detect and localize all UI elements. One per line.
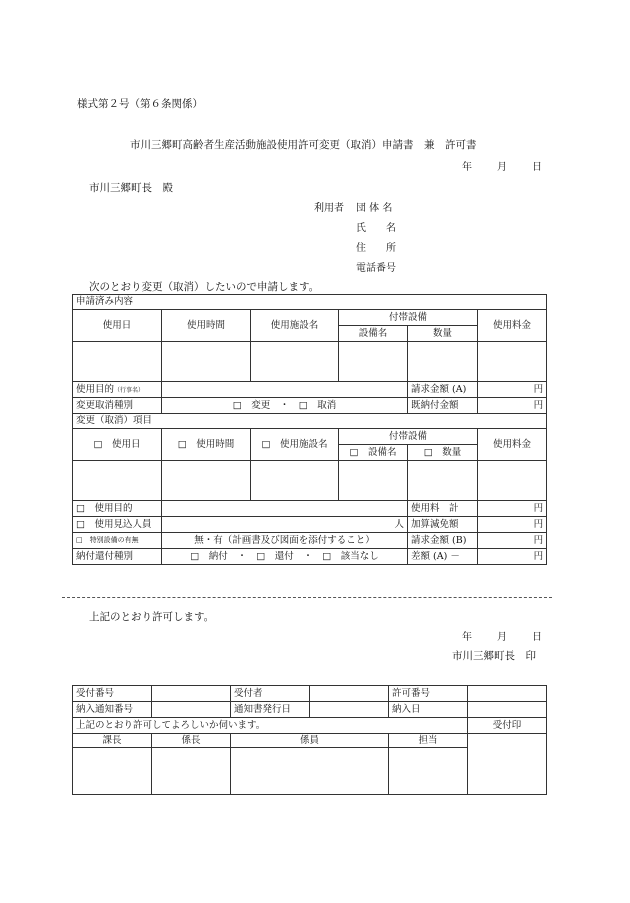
staff-seal-cell[interactable] (231, 748, 389, 795)
staff-label: 係員 (231, 734, 389, 748)
permit-no-cell[interactable] (468, 686, 547, 702)
notice-date-cell[interactable] (310, 702, 389, 718)
booked-equipname-header: 設備名 (339, 326, 408, 342)
mayor-seal: 市川三郷町長 印 (452, 650, 536, 662)
change-equipname-header[interactable]: □ 設備名 (339, 445, 408, 461)
stamp-label: 受付印 (468, 718, 547, 734)
change-date-cell[interactable] (73, 461, 162, 501)
confirm-text: 上記のとおり許可してよろしいか伺います。 (73, 718, 468, 734)
change-facility-cell[interactable] (251, 461, 339, 501)
booked-facility-cell[interactable] (251, 342, 339, 382)
surcharge-label: 加算減免額 (408, 517, 478, 533)
attendees-label[interactable]: □ 使用見込人員 (73, 517, 162, 533)
form-number: 様式第２号（第６条関係） (77, 98, 203, 110)
change-date-header[interactable]: □ 使用日 (73, 429, 162, 461)
changes-section-title: 変更（取消）項目 (73, 414, 547, 429)
surcharge-yen: 円 (478, 517, 547, 533)
addressee: 市川三郷町長 殿 (89, 182, 173, 194)
name-label: 氏 名 (356, 223, 396, 234)
change-time-cell[interactable] (162, 461, 251, 501)
fee-total-label: 使用料 計 (408, 501, 478, 517)
purpose-label: 使用目的（行事名） (73, 382, 162, 398)
change-fee-header: 使用料金 (478, 429, 547, 461)
incharge-label: 担当 (389, 734, 468, 748)
approval-year: 年 (462, 632, 472, 643)
booked-qty-cell[interactable] (408, 342, 478, 382)
date-day: 日 (532, 162, 542, 173)
approval-month: 月 (497, 632, 507, 643)
change-entry-row (73, 461, 547, 501)
receipt-no-cell[interactable] (152, 686, 231, 702)
permit-no-label: 許可番号 (389, 686, 468, 702)
attendees-unit: 人 (162, 517, 408, 533)
org-name-label: 団 体 名 (356, 203, 393, 214)
purpose-value-cell[interactable] (162, 382, 408, 398)
booked-time-header: 使用時間 (162, 310, 251, 342)
change-qty-cell[interactable] (408, 461, 478, 501)
change-purpose-cell[interactable] (162, 501, 408, 517)
notice-date-label: 通知書発行日 (231, 702, 310, 718)
booked-fee-header: 使用料金 (478, 310, 547, 342)
approval-text: 上記のとおり許可します。 (89, 611, 215, 623)
change-qty-header[interactable]: □ 数量 (408, 445, 478, 461)
address-label: 住 所 (356, 243, 396, 254)
billed-b-yen: 円 (478, 533, 547, 549)
booked-section-title: 申請済み内容 (73, 295, 547, 310)
booked-entry-row (73, 342, 547, 382)
difference-yen: 円 (478, 549, 547, 565)
chief-seal-cell[interactable] (73, 748, 152, 795)
chief-label: 課長 (73, 734, 152, 748)
date-year: 年 (462, 162, 472, 173)
billed-b-label: 請求金額 (B) (408, 533, 478, 549)
subchief-label: 係長 (152, 734, 231, 748)
change-type-options[interactable]: □ 変更 ・ □ 取消 (162, 398, 408, 414)
refund-type-label: 納付還付種別 (73, 549, 162, 565)
applicant-label: 利用者 (314, 203, 344, 214)
refund-type-options[interactable]: □ 納付 ・ □ 還付 ・ □ 該当なし (162, 549, 408, 565)
change-equipname-cell[interactable] (339, 461, 408, 501)
booked-equipment-header: 付帯設備 (339, 310, 478, 326)
subchief-seal-cell[interactable] (152, 748, 231, 795)
booked-date-header: 使用日 (73, 310, 162, 342)
change-facility-header[interactable]: □ 使用施設名 (251, 429, 339, 461)
fee-total-yen: 円 (478, 501, 547, 517)
booked-date-cell[interactable] (73, 342, 162, 382)
stamp-cell[interactable] (468, 734, 547, 795)
cut-line (62, 597, 552, 598)
notice-no-cell[interactable] (152, 702, 231, 718)
change-purpose-label[interactable]: □ 使用目的 (73, 501, 162, 517)
receiver-cell[interactable] (310, 686, 389, 702)
change-equipment-header: 付帯設備 (339, 429, 478, 445)
purpose-sublabel: （行事名） (114, 386, 145, 394)
paid-label: 既納付金額 (408, 398, 478, 414)
change-time-header[interactable]: □ 使用時間 (162, 429, 251, 461)
pay-date-cell[interactable] (468, 702, 547, 718)
pay-date-label: 納入日 (389, 702, 468, 718)
booked-qty-header: 数量 (408, 326, 478, 342)
form-title: 市川三郷町高齢者生産活動施設使用許可変更（取消）申請書 兼 許可書 (130, 139, 477, 151)
booked-facility-header: 使用施設名 (251, 310, 339, 342)
office-table (72, 685, 547, 795)
special-equipment-options[interactable]: 無・有（計画書及び図面を添付すること） (162, 533, 408, 549)
approval-day: 日 (532, 632, 542, 643)
difference-label: 差額 (A) － (408, 549, 478, 565)
billed-a-yen: 円 (478, 382, 547, 398)
date-month: 月 (497, 162, 507, 173)
receipt-no-label: 受付番号 (73, 686, 152, 702)
notice-no-label: 納入通知番号 (73, 702, 152, 718)
special-equipment-label[interactable]: □ 特別設備の有無 (73, 533, 162, 549)
change-fee-cell[interactable] (478, 461, 547, 501)
application-table (72, 294, 547, 565)
incharge-seal-cell[interactable] (389, 748, 468, 795)
billed-a-label: 請求金額 (A) (408, 382, 478, 398)
receiver-label: 受付者 (231, 686, 310, 702)
booked-equipname-cell[interactable] (339, 342, 408, 382)
intro-text: 次のとおり変更（取消）したいので申請します。 (89, 281, 320, 293)
phone-label: 電話番号 (356, 263, 396, 274)
booked-time-cell[interactable] (162, 342, 251, 382)
paid-yen: 円 (478, 398, 547, 414)
change-type-label: 変更取消種別 (73, 398, 162, 414)
booked-fee-cell[interactable] (478, 342, 547, 382)
